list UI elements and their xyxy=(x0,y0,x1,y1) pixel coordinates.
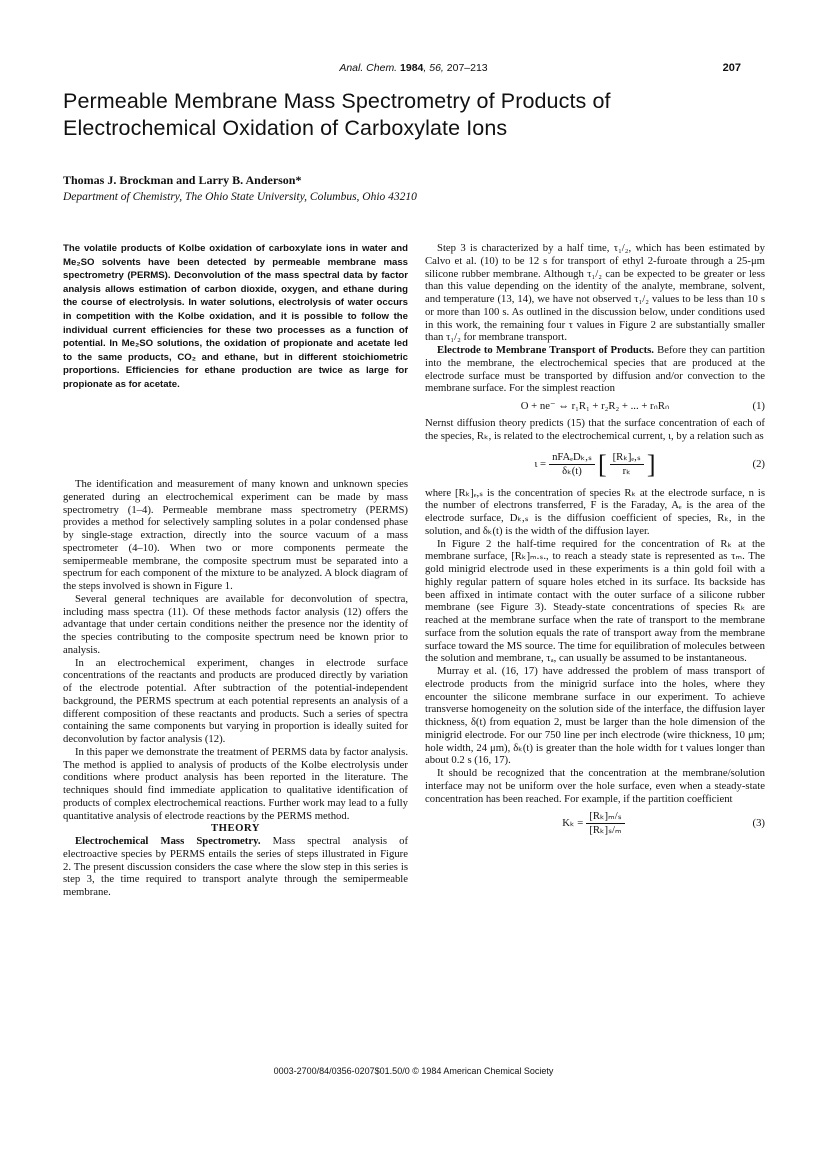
abstract: The volatile products of Kolbe oxidation of carboxylate ions in water and Me₂SO solvents have been detected by permeable membrane mass spectrometry (PERMS). Deconvolution of the mass spectral data by factor analysis allows estimation of carbon dioxide, oxygen, and ethane during the course of electrolysis. In water solutions, electrolysis of water occurs in competition with the Kolbe oxidation, and it is possible to follow the individual current efficiencies for these two processes as a function of potential. In Me₂SO solutions, the oxidation of propionate and acetate led to the same products, CO₂ and ethane, but in different stoichiometric proportions. Efficiencies for ethane production are twice as large for propionate as for acetate. xyxy=(63,243,408,390)
paragraph: Murray et al. (16, 17) have addressed the problem of mass transport of electrode products from the minigrid surface into the holes, where they encounter the silicone membrane surface in our experiment. To achieve transverse homogeneity on the solution side of the interface, the diffusion layer thickness, δ(t) from equation 2, must be larger than the hole dimension of the minigrid electrode. For our 750 line per inch electrode (wire thickness, 10 μm; hole width, 24 μm), δₖ(t) is greater than the hole width for t values longer than about 0.2 s (16, 17). xyxy=(425,665,765,767)
paragraph: In an electrochemical experiment, changes in electrode surface concentrations of the reactants and products are produced directly by variation of the electrode potential. After subtraction of the potential-independent background, the PERMS spectrum at each potential represents an analysis of a different composition of these reactants and products. Such a series of spectra containing the same components but varying in proportion is ideally suited for deconvolution by factor analysis (12). xyxy=(63,656,408,745)
equation-number: (3) xyxy=(752,816,765,829)
equation-2-lhs: ι = xyxy=(534,458,547,471)
journal-pages: 207–213 xyxy=(446,62,488,74)
right-column xyxy=(425,242,765,841)
journal-volume: 56 xyxy=(429,62,441,74)
authors: Thomas J. Brockman and Larry B. Anderson* xyxy=(63,173,302,187)
paragraph xyxy=(425,344,765,395)
fraction-denominator: δₖ(t) xyxy=(562,465,582,477)
page-number: 207 xyxy=(722,62,741,74)
paragraph-text: Before they can partition into the membrane, the electrochemical species that are produced at the electrode surface must be transported by diffusion and/or convection to the membrane surface. For the simplest reaction xyxy=(425,344,765,395)
subsection-heading: Electrochemical Mass Spectrometry. xyxy=(75,835,261,847)
article-title xyxy=(63,88,763,142)
paragraph: Step 3 is characterized by a half time, τ₁/₂, which has been estimated by Calvo et al. (10) to be 12 s for transport of ethyl 2-furoate through a 25-μm silicone rubber membrane. Although τ₁/₂ can be expected to be greater or less than this value depending on the identity of the analyte, membrane, solvent, and temperature (13, 14), we have not observed τ₁/₂ values to be less than 10 s or more than 100 s. As outlined in the discussion below, under conditions used in this work, the remaining four τ values in Figure 2 are substantially smaller than τ₁/₂ for membrane transport. xyxy=(425,242,765,344)
paragraph: It should be recognized that the concentration at the membrane/solution interface may not be uniform over the hole surface, even when a steady-state concentration has been reached. For example, if the partition coefficient xyxy=(425,767,765,805)
journal-year: 1984 xyxy=(400,62,424,74)
title-line-2: Electrochemical Oxidation of Carboxylate Ions xyxy=(63,116,508,140)
paragraph: In Figure 2 the half-time required for the concentration of Rₖ at the membrane surface, [Rₖ]ₘ.ₛ., to reach a steady state is represented as τₘ. The gold minigrid electrode used in these experiments is a thin gold foil with a highly regular pattern of square holes etched in its surface. Its backside has been affixed in intimate contact with the outer surface of a silicone rubber membrane (see Figure 3). Steady-state concentrations of species Rₖ are reached at the membrane surface when the rate of transport to the membrane surface from the solution equals the rate of transport away from the membrane surface toward the MS source. The time for equilibration of molecules between the solution and membrane, τₐ, can usually be assumed to be instantaneous. xyxy=(425,537,765,665)
equation-1-body: O + ne⁻ ⇔ r₁R₁ + r₂R₂ + ... + rₙRₙ xyxy=(520,399,670,412)
paragraph: Several general techniques are available for deconvolution of spectra, including mass spectra (11). Of these methods factor analysis (12) offers the advantage that under certain conditions neither the presence nor the identity of the species contributing to the composite spectrum need be known prior to analysis. xyxy=(63,592,408,656)
paragraph: where [Rₖ]ₑ,ₛ is the concentration of species Rₖ at the electrode surface, n is the number of electrons transferred, F is the Faraday, Aₑ is the area of the electrode surface, Dₖ,ₛ is the diffusion coefficient of species, Rₖ, in the solution, and δₖ(t) is the width of the diffusion layer. xyxy=(425,486,765,537)
equation-number: (1) xyxy=(752,399,765,412)
affiliation: Department of Chemistry, The Ohio State University, Columbus, Ohio 43210 xyxy=(63,191,417,203)
paragraph: In this paper we demonstrate the treatment of PERMS data by factor analysis. The method is applied to analysis of products of the Kolbe electrolysis under conditions where product analysis has been reported in the literature. The techniques should find immediate application to qualitative identification of products of complex electrochemical reactions. Further work may lead to a fully quantitative analysis of electrode reactions by the PERMS method. xyxy=(63,745,408,822)
fraction-numerator: [Rₖ]ₘ/ₛ xyxy=(586,810,624,824)
equation-3-lhs: Kₖ = xyxy=(562,816,584,829)
paragraph xyxy=(63,835,408,899)
journal-citation: Anal. Chem. 1984, 56, 207–213 xyxy=(339,62,488,74)
equation-2-inner-fraction xyxy=(610,451,644,478)
paragraph-text: Mass spectral analysis of electroactive species by PERMS entails the series of steps illustrated in Figure 2. The present discussion considers the case where the slow step in this series is step 3, the time required to transport analyte through the semipermeable membrane. xyxy=(63,835,409,898)
left-column xyxy=(63,478,408,899)
equation-3 xyxy=(425,807,765,839)
subsection-heading: Electrode to Membrane Transport of Products. xyxy=(437,344,654,356)
journal-name: Anal. Chem. xyxy=(339,62,398,74)
equation-3-fraction xyxy=(586,810,624,837)
fraction-denominator: [Rₖ]ₛ/ₘ xyxy=(589,823,622,836)
equation-2 xyxy=(425,445,765,485)
equation-2-fraction xyxy=(549,451,595,478)
equation-1 xyxy=(425,397,765,415)
section-heading: THEORY xyxy=(211,822,260,835)
running-header xyxy=(0,62,827,78)
title-line-1: Permeable Membrane Mass Spectrometry of Products of xyxy=(63,89,611,113)
paragraph: Nernst diffusion theory predicts (15) that the surface concentration of each of the species, Rₖ, is related to the electrochemical current, ι, by a relation such as xyxy=(425,417,765,442)
left-bracket: [ xyxy=(597,449,607,479)
equation-number: (2) xyxy=(752,458,765,471)
right-bracket: ] xyxy=(646,449,656,479)
fraction-numerator: nFAₑDₖ,ₛ xyxy=(549,451,595,465)
fraction-denominator: rₖ xyxy=(622,465,631,477)
paragraph: The identification and measurement of many known and unknown species generated during an electrochemical experiment can be made by mass spectrometry (1–4). Permeable membrane mass spectrometry (PERMS) provides a method for selectively sampling solutes in a polar condensed phase by single-stage extraction, directly into the source vacuum of a mass spectrometer (4–10). When two or more components permeate the semipermeable membrane, the composite spectrum must be separated into a spectrum for each component of the mixture to be analyzed. A block diagram of the steps involved is shown in Figure 1. xyxy=(63,478,408,592)
copyright-footer: 0003-2700/84/0356-0207$01.50/0 © 1984 American Chemical Society xyxy=(273,1066,554,1076)
fraction-numerator: [Rₖ]ₑ,ₛ xyxy=(610,451,644,465)
